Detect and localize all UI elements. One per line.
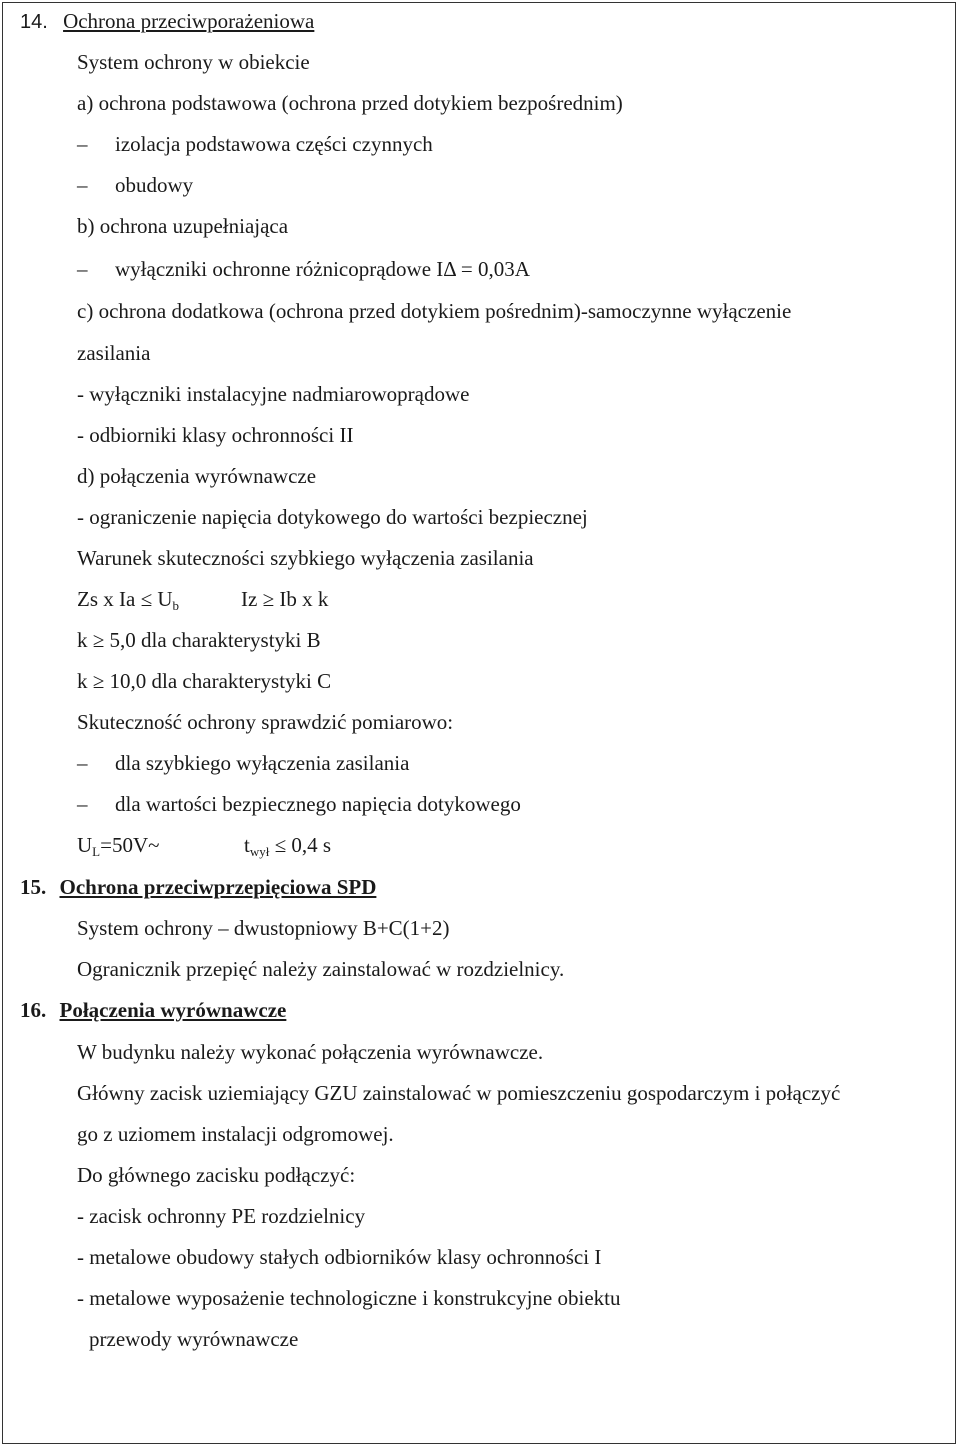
list-item-text: dla szybkiego wyłączenia zasilania [115,751,410,775]
dash-bullet: – [77,257,88,281]
text-line: c) ochrona dodatkowa (ochrona przed dotykiem pośrednim)-samoczynne wyłączenie [77,299,792,323]
section-14-heading [20,8,314,35]
list-item [77,172,194,198]
text-line: k ≥ 10,0 dla charakterystyki C [77,669,332,693]
text-line: Główny zacisk uziemiający GZU zainstalować w pomieszczeniu gospodarczym i połączyć [77,1081,841,1105]
text-line: go z uziomem instalacji odgromowej. [77,1122,394,1146]
formula-twyl: $t_{wył} \le 0,4$ s [244,833,332,859]
text-line: - odbiorniki klasy ochronności II [77,423,354,447]
formula-zs: Zs x $Ia \le U_b$ [77,587,180,613]
section-title: Ochrona przeciwprzepięciowa SPD [59,875,377,899]
text-line: - zacisk ochronny PE rozdzielnicy [77,1204,366,1228]
formula-line [77,586,329,619]
formula-line [77,832,332,865]
text-line: d) połączenia wyrównawcze [77,464,317,488]
dash-bullet: – [77,132,88,156]
dash-bullet: – [77,751,88,775]
text-line: zasilania [77,341,151,365]
section-number: 16. [20,998,47,1022]
text-line: Do głównego zacisku podłączyć: [77,1163,356,1187]
section-16-heading [20,997,286,1023]
text-line: b) ochrona uzupełniająca [77,214,289,238]
dash-bullet: – [77,173,88,197]
text-line: Ogranicznik przepięć należy zainstalować w rozdzielnicy. [77,957,565,981]
text-line: - metalowe wyposażenie technologiczne i konstrukcyjne obiektu [77,1286,621,1310]
list-item [77,256,530,282]
section-number: 15. [20,875,47,899]
list-item [77,131,433,157]
section-15-heading [20,874,376,900]
list-item-text: obudowy [115,173,194,197]
text-line: przewody wyrównawcze [89,1327,299,1351]
text-line: - ograniczenie napięcia dotykowego do wartości bezpiecznej [77,505,588,529]
text-line: Warunek skuteczności szybkiego wyłączenia zasilania [77,546,534,570]
section-title: Połączenia wyrównawcze [59,998,287,1022]
list-item-text: wyłączniki ochronne różnicoprądowe IΔ = 0,03A [115,257,530,281]
text-line: System ochrony w obiekcie [77,50,310,74]
text-line: - wyłączniki instalacyjne nadmiarowoprądowe [77,382,470,406]
list-item [77,750,410,776]
list-item [77,791,521,817]
text-line: Skuteczność ochrony sprawdzić pomiarowo: [77,710,454,734]
section-title: Ochrona przeciwporażeniowa [63,9,315,33]
text-line: W budynku należy wykonać połączenia wyrównawcze. [77,1040,544,1064]
text-line: a) ochrona podstawowa (ochrona przed dotykiem bezpośrednim) [77,91,623,115]
formula-iz: Iz ≥ Ib x k [241,587,329,611]
list-item-text: dla wartości bezpiecznego napięcia dotykowego [115,792,521,816]
formula-ul: $U_L=50V\sim$ [77,833,160,859]
text-line: - metalowe obudowy stałych odbiorników klasy ochronności I [77,1245,602,1269]
list-item-text: izolacja podstawowa części czynnych [115,132,433,156]
text-line: k ≥ 5,0 dla charakterystyki B [77,628,321,652]
section-number: 14. [20,11,48,33]
dash-bullet: – [77,792,88,816]
text-line: System ochrony – dwustopniowy B+C(1+2) [77,916,450,940]
